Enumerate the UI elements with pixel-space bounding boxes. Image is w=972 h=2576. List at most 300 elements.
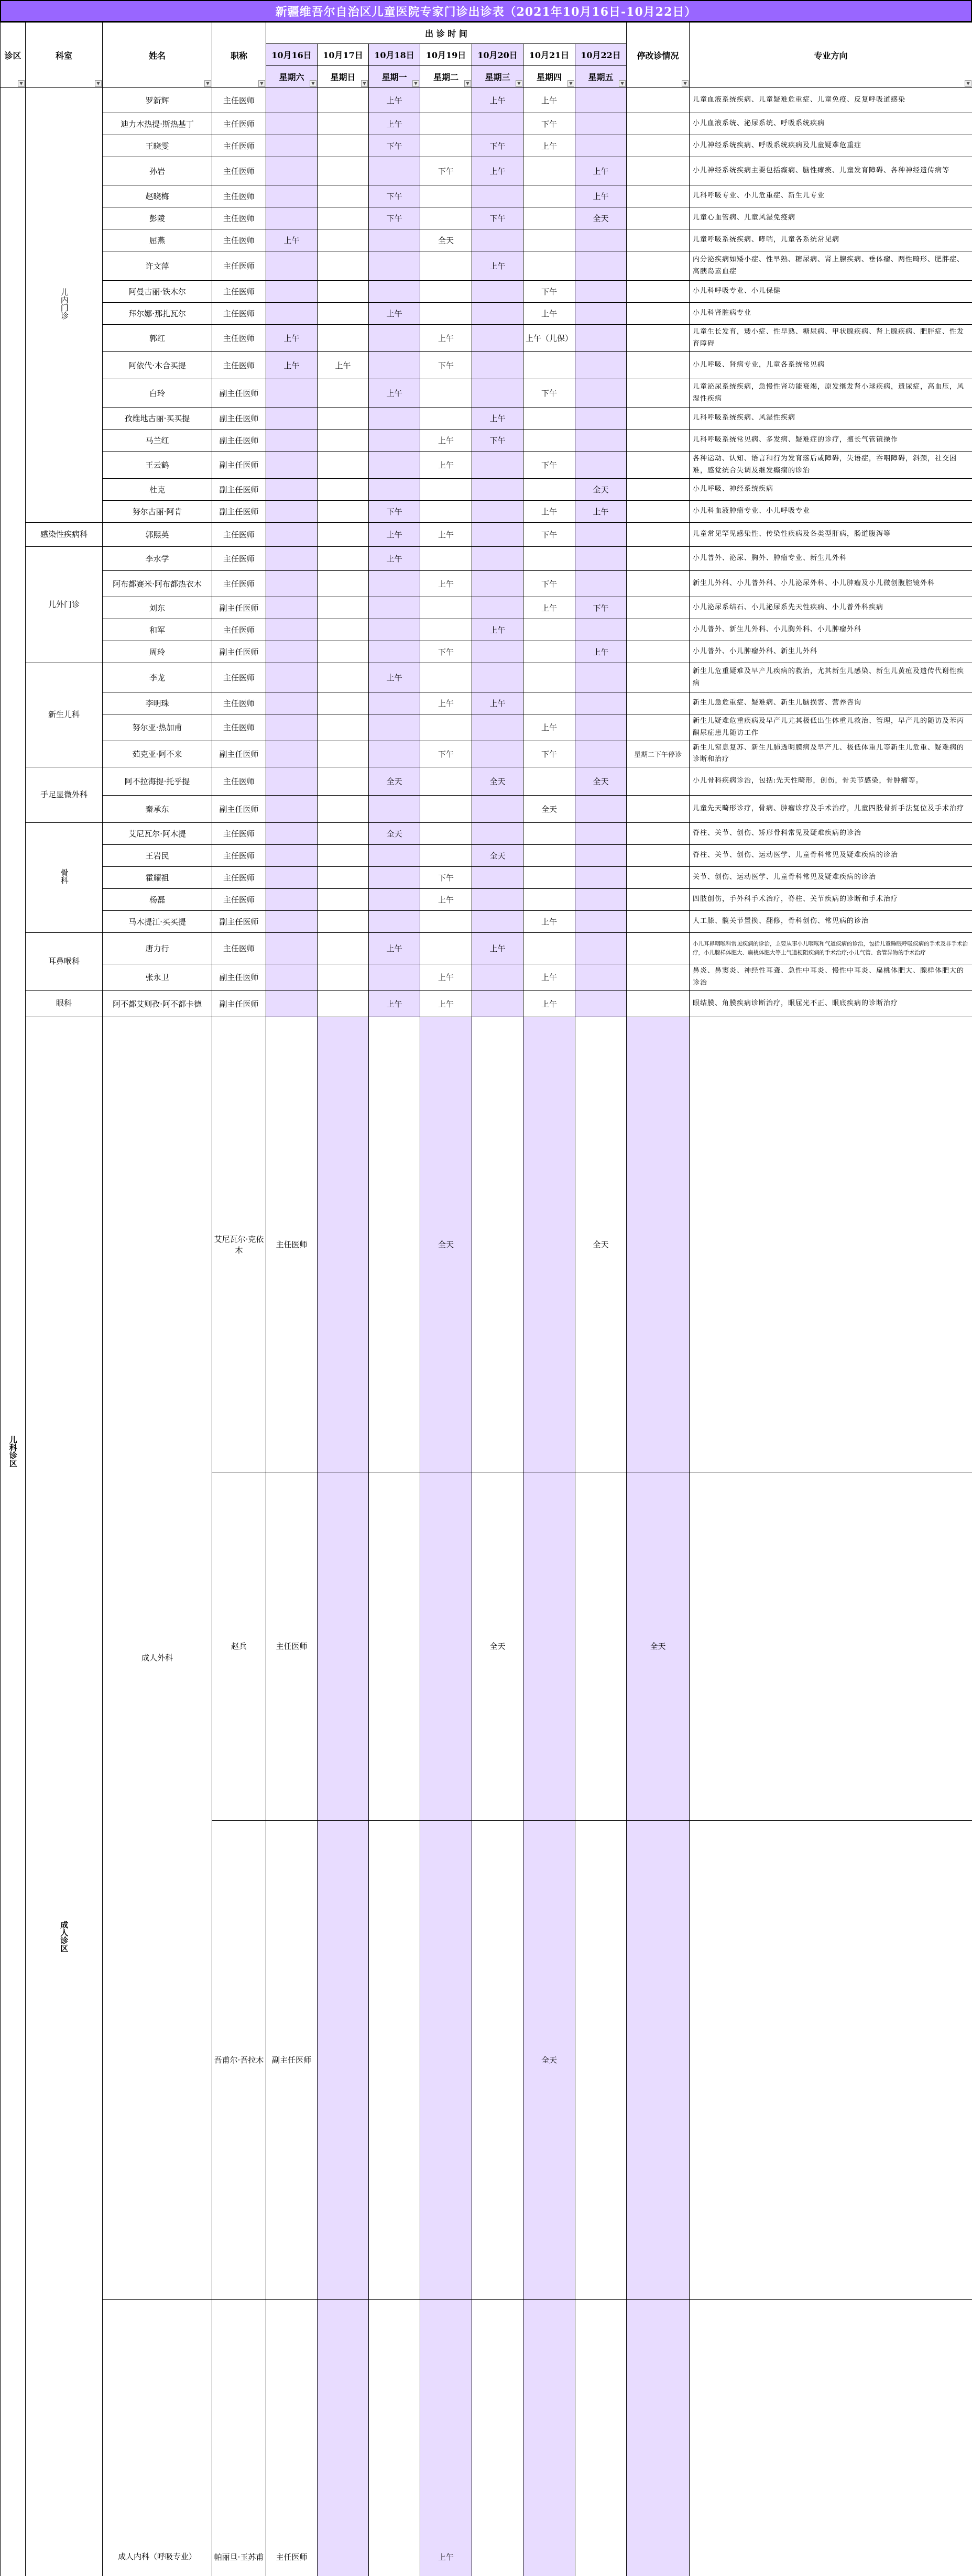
schedule-slot — [575, 88, 627, 113]
schedule-slot — [318, 845, 369, 867]
doctor-name: 阿曼古丽·铁木尔 — [103, 281, 212, 303]
schedule-slot — [420, 845, 472, 867]
status-note — [627, 796, 690, 823]
schedule-slot — [420, 619, 472, 641]
schedule-slot — [523, 692, 575, 714]
schedule-slot — [575, 452, 627, 479]
schedule-slot — [318, 889, 369, 911]
schedule-slot — [318, 933, 369, 964]
table-row — [1, 113, 972, 135]
schedule-slot — [266, 619, 318, 641]
status-note — [627, 663, 690, 692]
schedule-slot — [627, 1017, 690, 1472]
specialty-text: 小儿普外、小儿肿瘤外科、新生儿外科 — [690, 641, 972, 663]
schedule-slot — [575, 741, 627, 767]
table-row — [1, 741, 972, 767]
schedule-slot — [266, 964, 318, 991]
schedule-slot — [318, 251, 369, 281]
doctor-name: 马木提江·买买提 — [103, 911, 212, 933]
schedule-slot — [575, 113, 627, 135]
schedule-slot: 上午 — [523, 303, 575, 325]
schedule-slot: 上午 — [575, 641, 627, 663]
schedule-slot: 下午 — [523, 571, 575, 597]
schedule-slot — [575, 281, 627, 303]
schedule-slot — [472, 714, 523, 741]
schedule-slot — [318, 379, 369, 408]
schedule-slot: 下午 — [369, 135, 420, 157]
schedule-slot — [420, 1472, 472, 1821]
filter-dropdown-icon[interactable]: ▼ — [95, 80, 102, 87]
doctor-title: 副主任医师 — [212, 741, 266, 767]
schedule-slot — [523, 157, 575, 185]
schedule-slot — [266, 641, 318, 663]
schedule-slot — [472, 1017, 523, 1472]
schedule-slot — [420, 281, 472, 303]
table-row — [1, 452, 972, 479]
filter-dropdown-icon[interactable]: ▼ — [682, 80, 689, 87]
schedule-slot: 下午 — [369, 501, 420, 523]
specialty-text: 儿童常见罕见感染性、传染性疾病及各类型肝病，肠道腹泻等 — [690, 523, 972, 547]
table-row — [1, 379, 972, 408]
table-row — [1, 796, 972, 823]
schedule-slot — [523, 408, 575, 430]
doctor-title: 主任医师 — [212, 845, 266, 867]
schedule-slot — [318, 325, 369, 352]
schedule-slot — [420, 714, 472, 741]
date-header: 10月21日 — [523, 44, 575, 66]
doctor-name: 刘东 — [103, 597, 212, 619]
schedule-slot — [523, 619, 575, 641]
schedule-slot: 上午 — [369, 113, 420, 135]
doctor-name: 孙岩 — [103, 157, 212, 185]
doctor-title: 主任医师 — [212, 619, 266, 641]
schedule-slot — [318, 1017, 369, 1472]
filter-dropdown-icon[interactable]: ▼ — [18, 80, 25, 87]
schedule-slot: 上午 — [420, 430, 472, 452]
status-note — [627, 845, 690, 867]
schedule-slot — [266, 479, 318, 501]
specialty-text: 小儿血液系统、泌尿系统、呼吸系统疾病 — [690, 113, 972, 135]
schedule-slot — [575, 619, 627, 641]
doctor-title: 副主任医师 — [212, 597, 266, 619]
zone-cell: 儿科诊区 — [1, 88, 26, 2576]
doctor-name: 郭熙英 — [103, 523, 212, 547]
schedule-slot: 全天 — [472, 767, 523, 796]
status-note — [627, 251, 690, 281]
status-note — [627, 523, 690, 547]
schedule-slot — [472, 571, 523, 597]
doctor-name: 阿布都赛米·阿布都热衣木 — [103, 571, 212, 597]
schedule-slot — [420, 207, 472, 229]
schedule-slot — [318, 229, 369, 251]
status-note — [627, 185, 690, 207]
schedule-slot — [523, 207, 575, 229]
table-row — [1, 911, 972, 933]
schedule-slot — [575, 1820, 627, 2299]
schedule-slot: 全天 — [472, 1472, 523, 1821]
schedule-slot — [318, 430, 369, 452]
doctor-name: 吾甫尔·吾拉木 — [212, 1820, 266, 2299]
doctor-title: 主任医师 — [212, 523, 266, 547]
schedule-slot: 下午 — [523, 281, 575, 303]
schedule-slot — [420, 501, 472, 523]
schedule-slot — [369, 964, 420, 991]
filter-dropdown-icon[interactable]: ▼ — [567, 80, 574, 87]
zone-cell: 成人诊区 — [26, 1017, 103, 2576]
schedule-slot — [266, 430, 318, 452]
filter-dropdown-icon[interactable]: ▼ — [412, 80, 419, 87]
schedule-slot — [369, 325, 420, 352]
table-row — [1, 408, 972, 430]
schedule-slot — [369, 281, 420, 303]
doctor-title: 主任医师 — [212, 185, 266, 207]
schedule-slot: 上午 — [369, 88, 420, 113]
weekday-header: 星期一 ▼ — [369, 66, 420, 88]
doctor-title: 主任医师 — [212, 933, 266, 964]
doctor-name: 张永卫 — [103, 964, 212, 991]
schedule-slot — [472, 641, 523, 663]
schedule-slot: 上午 — [575, 501, 627, 523]
doctor-title: 主任医师 — [212, 823, 266, 845]
schedule-slot — [575, 2299, 627, 2576]
schedule-slot: 上午 — [472, 251, 523, 281]
department-cell: 儿外门诊 — [26, 547, 103, 663]
schedule-slot: 下午 — [420, 741, 472, 767]
schedule-slot: 全天 — [575, 767, 627, 796]
date-header: 10月19日 — [420, 44, 472, 66]
schedule-slot — [369, 479, 420, 501]
schedule-slot — [472, 964, 523, 991]
schedule-slot — [266, 88, 318, 113]
doctor-title: 副主任医师 — [212, 430, 266, 452]
schedule-slot — [369, 352, 420, 379]
weekday-header: 星期三 ▼ — [472, 66, 523, 88]
schedule-slot — [420, 663, 472, 692]
schedule-slot: 上午 — [369, 547, 420, 571]
doctor-name: 马兰红 — [103, 430, 212, 452]
department-cell: 手足显微外科 — [26, 767, 103, 823]
schedule-slot — [266, 251, 318, 281]
doctor-title: 主任医师 — [212, 135, 266, 157]
schedule-slot — [575, 796, 627, 823]
schedule-slot: 全天 — [523, 1820, 575, 2299]
schedule-slot — [523, 1017, 575, 1472]
doctor-name: 彭陵 — [103, 207, 212, 229]
specialty-text: 关节、创伤、运动医学、儿童骨科常见及疑难疾病的诊治 — [690, 867, 972, 889]
doctor-name: 赵晓梅 — [103, 185, 212, 207]
schedule-slot — [318, 823, 369, 845]
schedule-slot: 上午 — [266, 352, 318, 379]
doctor-name: 阿不都艾则孜·阿不都卡德 — [103, 990, 212, 1017]
specialty-text: 眼结膜、角膜疾病诊断治疗，眼屈光不正、眼底疾病的诊断治疗 — [690, 990, 972, 1017]
doctor-name: 王晓雯 — [103, 135, 212, 157]
schedule-slot: 下午 — [420, 157, 472, 185]
doctor-name: 周玲 — [103, 641, 212, 663]
specialty-text: 鼻炎、鼻窦炎、神经性耳聋、急性中耳炎、慢性中耳炎、扁桃体肥大、腺样体肥大的诊治 — [690, 964, 972, 991]
schedule-slot — [523, 663, 575, 692]
table-row — [1, 185, 972, 207]
schedule-slot: 上午 — [472, 619, 523, 641]
schedule-slot: 全天 — [369, 767, 420, 796]
status-note: 星期二下午停诊 — [627, 741, 690, 767]
table-row — [1, 325, 972, 352]
schedule-slot — [575, 352, 627, 379]
table-row — [1, 157, 972, 185]
schedule-slot — [318, 408, 369, 430]
schedule-slot: 上午 — [523, 501, 575, 523]
schedule-slot — [575, 379, 627, 408]
doctor-title: 主任医师 — [212, 281, 266, 303]
schedule-slot — [523, 352, 575, 379]
status-note — [627, 352, 690, 379]
status-note — [627, 207, 690, 229]
schedule-slot — [523, 867, 575, 889]
filter-dropdown-icon[interactable]: ▼ — [464, 80, 471, 87]
schedule-slot — [523, 229, 575, 251]
schedule-slot — [420, 88, 472, 113]
specialty-text: 小儿耳鼻咽喉科常见疾病的诊治，主要从事小儿咽喉和气道疾病的诊治，包括儿童睡眠呼吸疾病的手术及非手术治疗，小儿腺样体肥大、扁桃体肥大等上气道梗阻疾病的手术治疗;小儿气管、食管异物的手术治疗 — [690, 933, 972, 964]
schedule-slot — [318, 88, 369, 113]
schedule-slot — [369, 692, 420, 714]
schedule-slot — [420, 379, 472, 408]
doctor-name: 拜尔娜·那扎瓦尔 — [103, 303, 212, 325]
filter-dropdown-icon[interactable]: ▼ — [965, 80, 971, 87]
schedule-slot — [369, 408, 420, 430]
filter-dropdown-icon[interactable]: ▼ — [619, 80, 626, 87]
schedule-slot — [523, 185, 575, 207]
table-row — [1, 523, 972, 547]
schedule-slot — [472, 823, 523, 845]
doctor-title: 主任医师 — [212, 113, 266, 135]
weekday-header: 星期二 ▼ — [420, 66, 472, 88]
table-row — [1, 1017, 972, 1472]
specialty-text: 新生儿急危重症、疑难病、新生儿脑损害、营养咨询 — [690, 692, 972, 714]
schedule-slot — [369, 641, 420, 663]
table-row — [1, 867, 972, 889]
schedule-slot — [472, 663, 523, 692]
schedule-slot: 上午 — [523, 597, 575, 619]
schedule-slot — [575, 714, 627, 741]
status-note — [627, 501, 690, 523]
schedule-slot — [420, 597, 472, 619]
table-row — [1, 933, 972, 964]
schedule-slot — [318, 663, 369, 692]
specialty-text: 新生儿危重疑难及早产儿疾病的救治，尤其新生儿感染、新生儿黄疸及遗传代谢性疾病 — [690, 663, 972, 692]
filter-dropdown-icon[interactable]: ▼ — [258, 80, 265, 87]
schedule-slot — [318, 281, 369, 303]
schedule-slot: 下午 — [523, 379, 575, 408]
schedule-slot — [266, 796, 318, 823]
doctor-title: 主任医师 — [212, 352, 266, 379]
table-row — [1, 88, 972, 113]
doctor-name: 屈燕 — [103, 229, 212, 251]
schedule-slot — [266, 663, 318, 692]
date-header: 10月16日 — [266, 44, 318, 66]
schedule-slot — [575, 663, 627, 692]
specialty-text: 脊柱、关节、创伤、矫形骨科常见及疑难疾病的诊治 — [690, 823, 972, 845]
doctor-title: 主任医师 — [212, 303, 266, 325]
department-cell: 骨科 — [26, 823, 103, 933]
schedule-slot — [472, 2299, 523, 2576]
schedule-slot: 上午 — [369, 523, 420, 547]
schedule-slot — [318, 185, 369, 207]
schedule-slot — [266, 845, 318, 867]
status-note — [627, 767, 690, 796]
schedule-slot — [472, 867, 523, 889]
schedule-slot — [627, 1820, 690, 2299]
filter-dropdown-icon[interactable]: ▼ — [310, 80, 316, 87]
table-row — [1, 889, 972, 911]
doctor-name: 赵兵 — [212, 1472, 266, 1821]
status-note — [627, 157, 690, 185]
specialty-text: 新生儿窒息复苏、新生儿肺透明膜病及早产儿、极低体重儿等新生儿危重、疑难病的诊断和治疗 — [690, 741, 972, 767]
status-note — [627, 597, 690, 619]
schedule-slot — [318, 303, 369, 325]
schedule-slot: 上午（儿保） — [523, 325, 575, 352]
schedule-slot — [575, 1472, 627, 1821]
schedule-slot: 上午 — [420, 325, 472, 352]
doctor-title: 主任医师 — [212, 88, 266, 113]
schedule-slot — [523, 823, 575, 845]
status-note — [627, 619, 690, 641]
date-header: 10月22日 — [575, 44, 627, 66]
schedule-slot — [266, 990, 318, 1017]
schedule-slot: 上午 — [523, 714, 575, 741]
table-row — [1, 964, 972, 991]
schedule-slot: 上午 — [472, 933, 523, 964]
schedule-slot — [318, 619, 369, 641]
weekday-header: 星期四 ▼ — [523, 66, 575, 88]
schedule-slot — [369, 597, 420, 619]
status-note — [627, 88, 690, 113]
status-note — [627, 823, 690, 845]
schedule-slot: 上午 — [575, 157, 627, 185]
col-header-title: 职称 ▼ — [212, 23, 266, 88]
department-cell: 儿内门诊 — [26, 88, 103, 523]
doctor-name: 李明珠 — [103, 692, 212, 714]
schedule-slot: 上午 — [472, 157, 523, 185]
schedule-slot: 下午 — [523, 523, 575, 547]
status-note — [627, 641, 690, 663]
table-row — [1, 207, 972, 229]
table-row — [1, 501, 972, 523]
schedule-slot — [266, 767, 318, 796]
status-note — [690, 1472, 972, 1821]
schedule-slot — [523, 933, 575, 964]
schedule-slot: 下午 — [369, 185, 420, 207]
status-note — [627, 408, 690, 430]
schedule-slot: 上午 — [420, 571, 472, 597]
table-row — [1, 251, 972, 281]
filter-dropdown-icon[interactable]: ▼ — [361, 80, 368, 87]
schedule-slot: 上午 — [369, 663, 420, 692]
schedule-slot — [369, 1820, 420, 2299]
schedule-slot — [369, 845, 420, 867]
schedule-slot — [420, 251, 472, 281]
col-header-status: 停改诊情况 ▼ — [627, 23, 690, 88]
schedule-slot — [472, 990, 523, 1017]
schedule-slot — [472, 501, 523, 523]
page-title: 新疆维吾尔自治区儿童医院专家门诊出诊表（2021年10月16日-10月22日） — [0, 0, 972, 22]
doctor-name: 李龙 — [103, 663, 212, 692]
schedule-slot: 上午 — [575, 185, 627, 207]
col-header-specialty: 专业方向 ▼ — [690, 23, 972, 88]
doctor-title: 主任医师 — [212, 325, 266, 352]
specialty-text: 小儿泌尿系结石、小儿泌尿系先天性疾病、小儿普外科疾病 — [690, 597, 972, 619]
doctor-title: 主任医师 — [212, 251, 266, 281]
filter-dropdown-icon[interactable]: ▼ — [204, 80, 211, 87]
schedule-table — [0, 22, 972, 2576]
schedule-slot — [266, 571, 318, 597]
schedule-slot — [266, 207, 318, 229]
doctor-name: 杨磊 — [103, 889, 212, 911]
doctor-title: 主任医师 — [212, 547, 266, 571]
schedule-slot — [523, 430, 575, 452]
schedule-slot — [523, 767, 575, 796]
specialty-text: 小儿科肾脏病专业 — [690, 303, 972, 325]
schedule-slot: 全天 — [627, 1472, 690, 1821]
table-row — [1, 597, 972, 619]
schedule-slot — [318, 501, 369, 523]
schedule-slot: 上午 — [420, 990, 472, 1017]
schedule-slot — [318, 207, 369, 229]
schedule-slot — [369, 796, 420, 823]
schedule-slot: 下午 — [523, 452, 575, 479]
doctor-name: 和军 — [103, 619, 212, 641]
schedule-slot — [575, 229, 627, 251]
schedule-slot — [266, 889, 318, 911]
schedule-slot: 上午 — [369, 303, 420, 325]
schedule-slot: 上午 — [420, 889, 472, 911]
doctor-name: 艾尼瓦尔·阿木提 — [103, 823, 212, 845]
weekday-header: 星期五 ▼ — [575, 66, 627, 88]
specialty-text: 人工膝、髋关节置换、翻修，骨科创伤、常见病的诊治 — [690, 911, 972, 933]
schedule-slot: 全天 — [523, 796, 575, 823]
schedule-slot — [472, 889, 523, 911]
filter-dropdown-icon[interactable]: ▼ — [516, 80, 522, 87]
doctor-name: 罗新辉 — [103, 88, 212, 113]
doctor-title: 主任医师 — [212, 571, 266, 597]
schedule-slot — [472, 796, 523, 823]
doctor-name: 许文萍 — [103, 251, 212, 281]
schedule-slot — [472, 523, 523, 547]
doctor-name: 阿依代·木合买提 — [103, 352, 212, 379]
table-row — [1, 663, 972, 692]
date-header: 10月17日 — [318, 44, 369, 66]
schedule-slot: 下午 — [472, 207, 523, 229]
doctor-title: 主任医师 — [212, 207, 266, 229]
specialty-text: 小儿呼吸、肾病专业，儿童各系统常见病 — [690, 352, 972, 379]
schedule-slot: 上午 — [266, 325, 318, 352]
schedule-slot — [266, 281, 318, 303]
schedule-slot: 上午 — [420, 964, 472, 991]
schedule-slot — [369, 229, 420, 251]
schedule-slot — [575, 303, 627, 325]
department-cell: 成人内科（呼吸专业） — [103, 2299, 212, 2576]
doctor-name: 帕丽旦·玉苏甫 — [212, 2299, 266, 2576]
col-header-name: 姓名 ▼ — [103, 23, 212, 88]
doctor-name: 白玲 — [103, 379, 212, 408]
weekday-header: 星期六 ▼ — [266, 66, 318, 88]
schedule-slot — [627, 2299, 690, 2576]
specialty-text: 小儿呼吸、神经系统疾病 — [690, 479, 972, 501]
status-note — [627, 867, 690, 889]
doctor-title: 副主任医师 — [212, 479, 266, 501]
schedule-slot — [318, 452, 369, 479]
schedule-slot — [318, 1820, 369, 2299]
table-row — [1, 845, 972, 867]
schedule-slot — [266, 408, 318, 430]
